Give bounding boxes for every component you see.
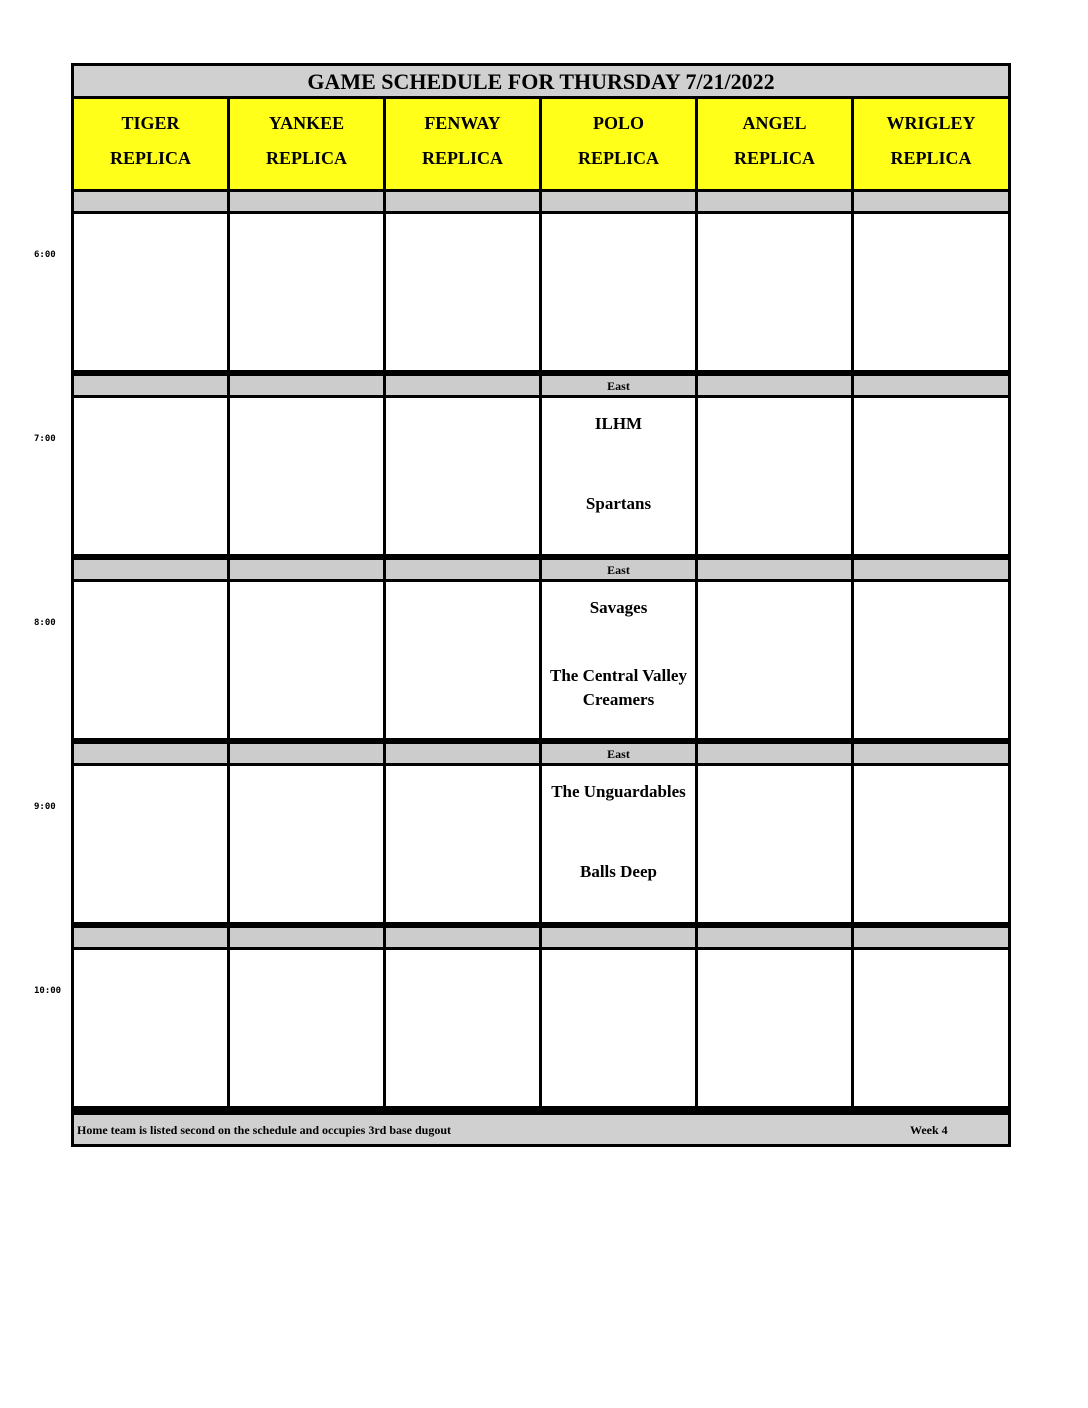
division-band <box>698 744 851 763</box>
game-cell <box>230 766 383 922</box>
division-band <box>698 376 851 395</box>
division-band <box>386 376 539 395</box>
division-band <box>854 928 1008 947</box>
game-cell <box>854 398 1008 554</box>
division-band <box>854 376 1008 395</box>
field-header-tiger <box>74 99 227 189</box>
game-cell <box>386 950 539 1106</box>
home-team: Spartans <box>585 494 652 513</box>
time-label: 8:00 <box>34 618 56 628</box>
division-band <box>74 560 227 579</box>
game-cell <box>698 766 851 922</box>
game-cell <box>698 950 851 1106</box>
division-band <box>230 744 383 763</box>
game-cell <box>230 214 383 370</box>
field-header-fenway <box>386 99 539 189</box>
division-band <box>230 928 383 947</box>
division-band <box>386 560 539 579</box>
division-band <box>386 928 539 947</box>
game-cell <box>74 582 227 738</box>
field-name: FENWAY <box>424 113 501 133</box>
home-team: The Central Valley Creamers <box>550 666 687 709</box>
division-band <box>386 744 539 763</box>
game-cell <box>386 766 539 922</box>
game-cell <box>542 214 695 370</box>
field-name: TIGER <box>121 113 180 133</box>
division-band <box>74 744 227 763</box>
game-cell <box>854 766 1008 922</box>
field-name: POLO <box>592 113 644 133</box>
footer-bar <box>74 1115 1008 1144</box>
game-cell <box>386 398 539 554</box>
time-label: 10:00 <box>34 986 62 996</box>
division-band <box>854 744 1008 763</box>
game-cell <box>542 582 695 738</box>
game-cell <box>74 766 227 922</box>
division-band <box>74 928 227 947</box>
page-title: GAME SCHEDULE FOR THURSDAY 7/21/2022 <box>74 66 1008 96</box>
field-subtitle: REPLICA <box>733 148 815 168</box>
division-band <box>542 192 695 211</box>
field-subtitle: REPLICA <box>421 148 503 168</box>
game-cell <box>698 398 851 554</box>
game-cell <box>74 398 227 554</box>
game-cell <box>230 950 383 1106</box>
game-cell <box>74 950 227 1106</box>
schedule-table <box>71 63 1011 1147</box>
home-team: Balls Deep <box>580 862 657 881</box>
field-subtitle: REPLICA <box>265 148 347 168</box>
field-header-polo <box>542 99 695 189</box>
field-header-wrigley <box>854 99 1008 189</box>
division-band <box>230 560 383 579</box>
away-team: The Unguardables <box>551 782 686 801</box>
game-cell <box>230 582 383 738</box>
game-cell <box>74 214 227 370</box>
game-cell <box>854 950 1008 1106</box>
division-band <box>74 192 227 211</box>
game-cell <box>386 214 539 370</box>
field-name: ANGEL <box>742 113 807 133</box>
week-label: Week 4 <box>910 1123 948 1137</box>
time-label: 6:00 <box>34 250 56 260</box>
game-cell <box>542 766 695 922</box>
field-header-yankee <box>230 99 383 189</box>
field-name: YANKEE <box>268 113 345 133</box>
game-cell <box>542 398 695 554</box>
division-band <box>854 560 1008 579</box>
game-cell <box>542 950 695 1106</box>
division-band: East <box>542 560 695 579</box>
division-band <box>854 192 1008 211</box>
field-header-angel <box>698 99 851 189</box>
division-band: East <box>542 376 695 395</box>
field-subtitle: REPLICA <box>890 148 972 168</box>
footer-note: Home team is listed second on the schedule and occupies 3rd base dugout <box>77 1123 452 1137</box>
division-band <box>230 192 383 211</box>
division-band <box>698 560 851 579</box>
game-cell <box>698 582 851 738</box>
game-cell <box>854 214 1008 370</box>
away-team: ILHM <box>594 414 643 433</box>
field-name: WRIGLEY <box>886 113 976 133</box>
field-header-row <box>74 99 1008 189</box>
time-column <box>0 0 72 1408</box>
division-band <box>74 376 227 395</box>
away-team: Savages <box>589 598 648 617</box>
field-subtitle: REPLICA <box>109 148 191 168</box>
game-cell <box>698 214 851 370</box>
division-band <box>698 928 851 947</box>
time-label: 7:00 <box>34 434 56 444</box>
game-cell <box>386 582 539 738</box>
game-cell <box>230 398 383 554</box>
division-band <box>698 192 851 211</box>
time-label: 9:00 <box>34 802 56 812</box>
game-cell <box>854 582 1008 738</box>
field-subtitle: REPLICA <box>577 148 659 168</box>
division-band <box>386 192 539 211</box>
division-band <box>230 376 383 395</box>
division-band <box>542 928 695 947</box>
division-band: East <box>542 744 695 763</box>
